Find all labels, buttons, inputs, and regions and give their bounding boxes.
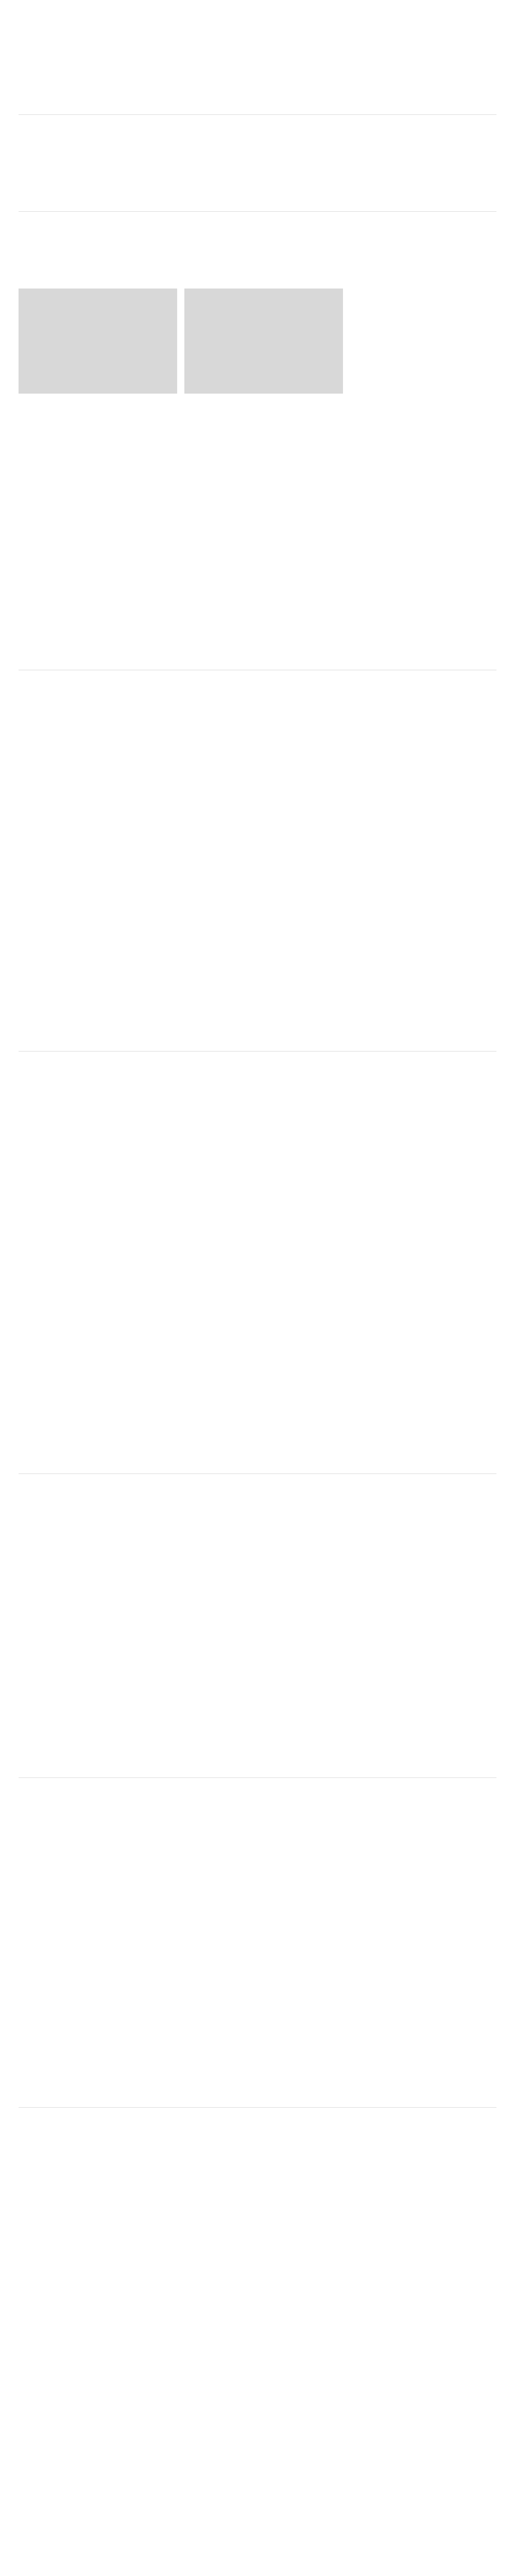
- divider: [19, 114, 496, 115]
- color-swatch-blue: [184, 289, 343, 394]
- color-swatch-red: [19, 289, 177, 394]
- divider: [19, 1473, 496, 1474]
- divider: [19, 1051, 496, 1052]
- divider: [19, 211, 496, 212]
- divider: [19, 1777, 496, 1778]
- divider: [19, 2107, 496, 2108]
